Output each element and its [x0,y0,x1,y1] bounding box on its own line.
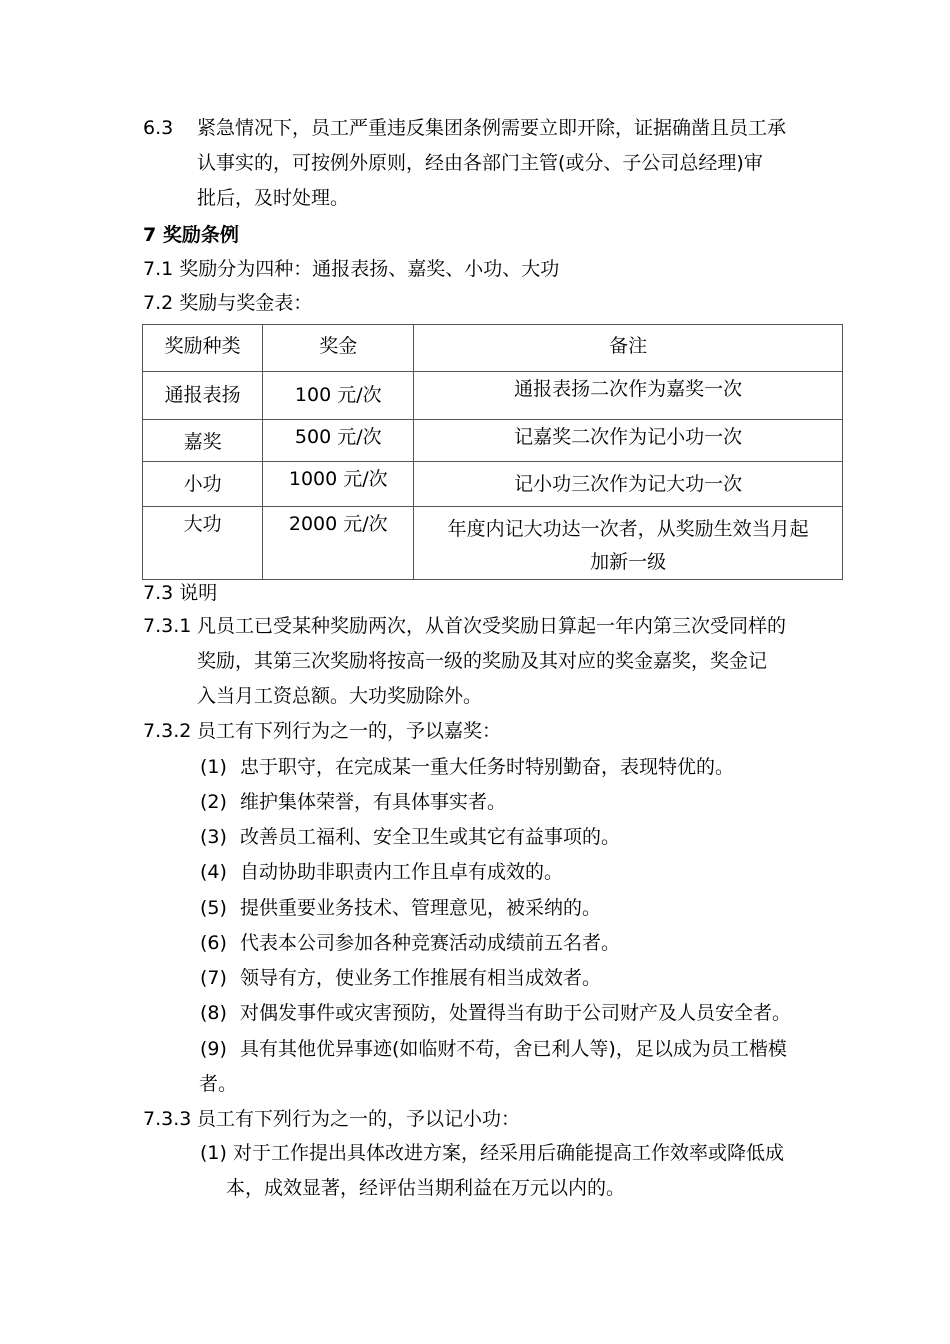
paragraph-line: 7.2 奖励与奖金表： [143,292,313,314]
list-item: 代表本公司参加各种竞赛活动成绩前五名者。 [240,932,621,954]
paragraph-line: 批后，及时处理。 [197,187,350,209]
list-item: 对偶发事件或灾害预防，处置得当有助于公司财产及人员安全者。 [240,1002,792,1024]
table-header-row [143,325,843,372]
list-item: 具有其他优异事迹(如临财不苟，舍已利人等)，足以成为员工楷模 [240,1038,787,1060]
section-number: 7.3.3 [143,1108,192,1130]
paragraph-line: 紧急情况下，员工严重违反集团条例需要立即开除，证据确凿且员工承 [197,117,787,139]
list-item-number: (1) [200,756,227,778]
list-item-number: (3) [200,826,227,848]
paragraph-line: 入当月工资总额。大功奖励除外。 [197,685,483,707]
table-cell: 2000 元/次 [263,507,414,580]
table-cell: 小功 [143,462,263,507]
paragraph-line: 奖励，其第三次奖励将按高一级的奖励及其对应的奖金嘉奖，奖金记 [197,650,768,672]
table-row [143,420,843,462]
list-item-number: (9) [200,1038,227,1060]
table-cell: 1000 元/次 [263,462,414,507]
list-item: 维护集体荣誉，有具体事实者。 [240,791,507,813]
table-cell: 通报表扬 [143,372,263,420]
table-cell-line: 年度内记大功达一次者，从奖励生效当月起 [447,518,809,540]
list-item-number: (6) [200,932,227,954]
list-item: 改善员工福利、安全卫生或其它有益事项的。 [240,826,621,848]
list-item-continuation: 者。 [199,1073,238,1095]
list-item-number: (8) [200,1002,227,1024]
paragraph-line: 认事实的，可按例外原则，经由各部门主管(或分、子公司总经理)审 [197,152,763,174]
table-header-cell: 备注 [414,325,843,372]
table-cell: 记小功三次作为记大功一次 [414,462,843,507]
list-item-continuation: 本，成效显著，经评估当期利益在万元以内的。 [226,1177,626,1199]
section-number: 6.3 [143,117,174,139]
section-heading: 7 奖励条例 [143,224,239,246]
table-row [143,372,843,420]
list-item: 提供重要业务技术、管理意见，被采纳的。 [240,897,602,919]
table-cell: 记嘉奖二次作为记小功一次 [414,420,843,462]
table-header-cell: 奖金 [263,325,414,372]
section-heading: 7.3 说明 [143,582,218,604]
list-item-number: (5) [200,897,227,919]
table-cell-line: 加新一级 [590,551,667,573]
award-table [142,324,843,580]
table-row [143,507,843,580]
paragraph-line: 7.1 奖励分为四种：通报表扬、嘉奖、小功、大功 [143,258,560,280]
section-number: 7.3.2 [143,720,192,742]
table-cell: 通报表扬二次作为嘉奖一次 [414,372,843,420]
list-item-number: (7) [200,967,227,989]
table-cell: 100 元/次 [263,372,414,420]
list-item-number: (2) [200,791,227,813]
table-cell: 500 元/次 [263,420,414,462]
list-item: 忠于职守，在完成某一重大任务时特别勤奋，表现特优的。 [240,756,735,778]
table-row [143,462,843,507]
paragraph-line: 凡员工已受某种奖励两次，从首次受奖励日算起一年内第三次受同样的 [197,615,787,637]
table-cell: 大功 [143,507,263,580]
paragraph-line: 员工有下列行为之一的，予以嘉奖： [197,720,502,742]
section-number: 7.3.1 [143,615,192,637]
table-header-cell: 奖励种类 [143,325,263,372]
table-cell: 嘉奖 [143,420,263,462]
paragraph-line: 员工有下列行为之一的，予以记小功： [197,1108,521,1130]
table-cell-multiline [414,507,843,580]
list-item: 领导有方，使业务工作推展有相当成效者。 [240,967,602,989]
list-item-number: (4) [200,861,227,883]
list-item: 自动协助非职责内工作且卓有成效的。 [240,861,564,883]
list-item: (1) 对于工作提出具体改进方案，经采用后确能提高工作效率或降低成 [200,1142,784,1164]
